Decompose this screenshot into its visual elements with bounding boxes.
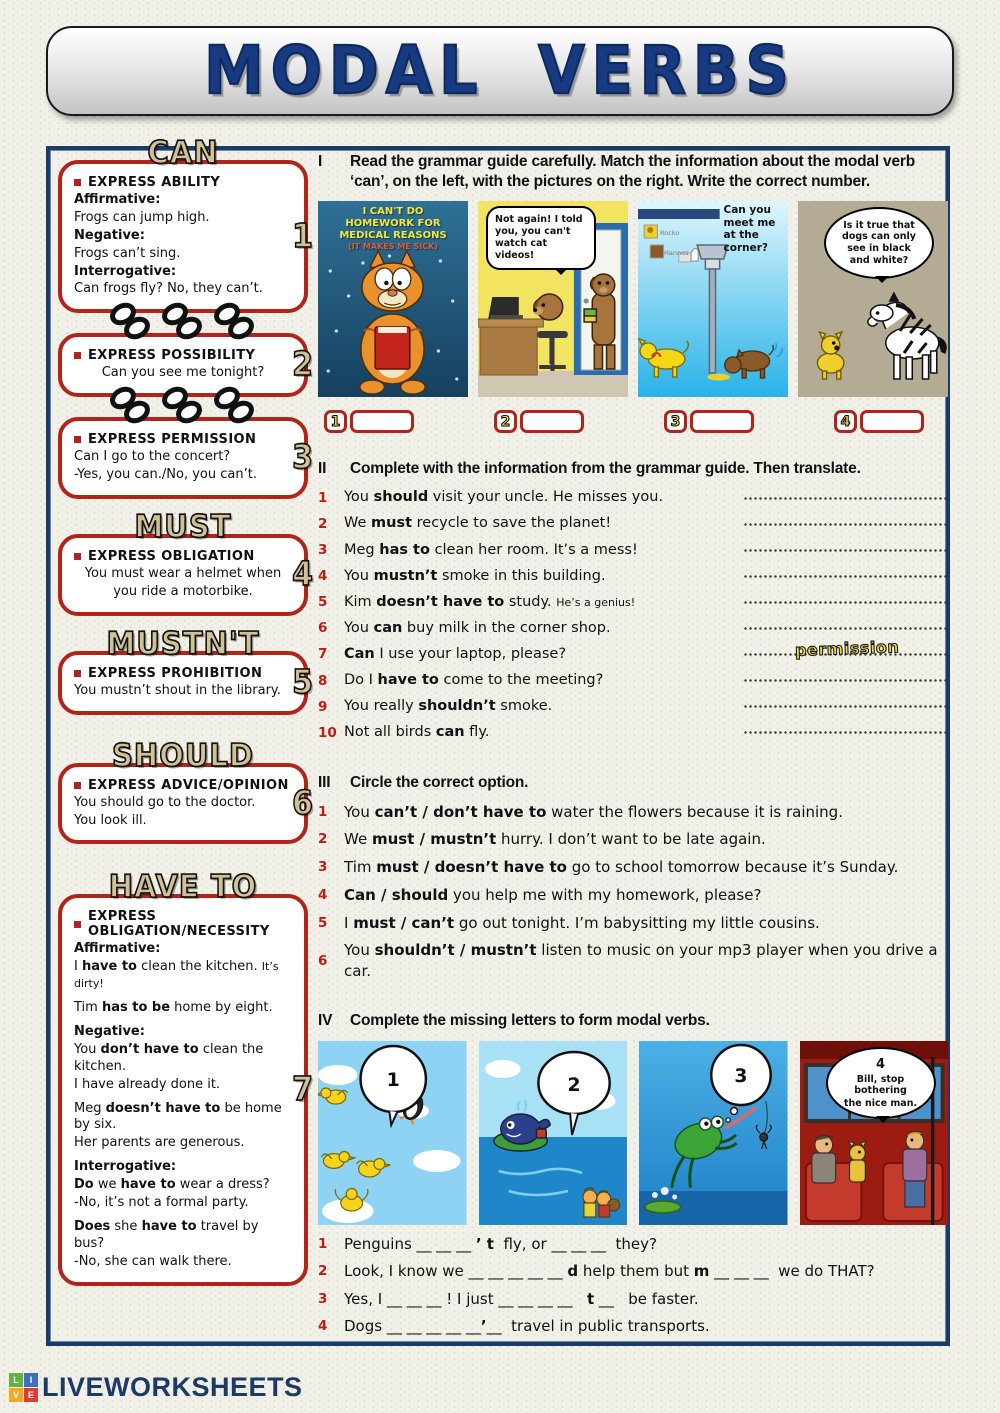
answer-input-box[interactable] [520, 410, 584, 433]
garfield-caption: I CAN'T DO HOMEWORK FOR MEDICAL REASONS (IT MAKES ME SICK) [318, 206, 468, 251]
panel-bus [800, 1041, 949, 1225]
item-text: Do I have to come to the meeting? [344, 671, 604, 688]
garfield-subcaption: (IT MAKES ME SICK) [348, 241, 438, 251]
sidebar-group [58, 868, 313, 1285]
sidebar-group-title: CAN [147, 133, 219, 171]
exercise4-roman: IV [318, 1011, 333, 1029]
item-blanks-text[interactable]: Penguins __ __ __ ’ t fly, or __ __ __ they? [344, 1235, 657, 1254]
item-text: You mustn’t smoke in this building. [344, 567, 606, 584]
exercise2-item [318, 619, 948, 639]
panel-birds [318, 1041, 467, 1225]
exercise4-item [318, 1234, 948, 1254]
item-number: 2 [318, 1263, 328, 1280]
box-heading-label: EXPRESS ABILITY [88, 175, 221, 190]
exercise1-instructions: Read the grammar guide carefully. Match the information about the modal verb ‘can’, on the left, with the pictures on the right. Write the correct number. [350, 153, 915, 191]
box-body: Can you see me tonight? [101, 365, 265, 381]
item-text: You really shouldn’t smoke. [344, 697, 553, 714]
item-number: 6 [318, 620, 328, 637]
exercise2-roman: II [318, 460, 327, 478]
svg-text:3: 3 [734, 1064, 748, 1088]
item-text: Not all birds can fly. [344, 723, 490, 740]
item-text: Meg has to clean her room. It’s a mess! [344, 541, 638, 558]
box-number: 7 [292, 1070, 313, 1109]
speech-bubble: 4 Bill, stop bothering the nice man. [826, 1047, 936, 1119]
box-body: You mustn’t shout in the library. [74, 682, 281, 698]
exercise2-items [318, 488, 948, 742]
match-answer-group [834, 410, 924, 433]
item-options-text[interactable]: You can’t / don’t have to water the flowers because it is raining. [344, 802, 843, 821]
exercise3-item [318, 857, 948, 877]
box-heading-label: EXPRESS POSSIBILITY [88, 348, 256, 364]
grammar-box [58, 160, 313, 313]
item-number: 3 [318, 1290, 328, 1307]
exercise2-item [318, 514, 948, 534]
exercise2-item [318, 488, 948, 508]
poster-name: Rocko [660, 229, 680, 238]
box-heading-label: EXPRESS PERMISSION [88, 432, 257, 448]
item-number: 5 [318, 594, 328, 611]
bullet-icon [74, 921, 81, 928]
page-title: MODAL VERBS [204, 32, 796, 110]
item-number: 8 [318, 672, 328, 689]
exercise4-item [318, 1261, 948, 1281]
match-answer-group [664, 410, 754, 433]
item-blanks-text[interactable]: Yes, I __ __ __ ! I just __ __ __ __ t __ be faster. [344, 1289, 699, 1308]
item-text: Can I use your laptop, please? [344, 645, 567, 662]
bullet-icon [74, 436, 81, 443]
box-number: 4 [292, 555, 313, 594]
exercises-column [318, 152, 948, 1336]
translation-line[interactable] [743, 596, 948, 609]
commenter-name: Hannes [664, 249, 689, 258]
picture-dog-computer [478, 201, 628, 397]
bullet-icon [74, 179, 81, 186]
item-number: 1 [318, 803, 328, 820]
box-body: You should go to the doctor. You look ill. [74, 794, 256, 828]
liveworksheets-grid-icon: L I V E [9, 1373, 38, 1402]
box-number: 1 [292, 216, 313, 256]
item-blanks-text[interactable]: Look, I know we __ __ __ __ __ d help them but m __ __ __ we do THAT? [344, 1262, 875, 1281]
svg-text:1: 1 [386, 1068, 400, 1092]
exercise2-item [318, 671, 948, 691]
item-options-text[interactable]: Can / should you help me with my homework, please? [344, 885, 762, 904]
exercise3-item [318, 940, 948, 981]
box-heading-label: EXPRESS ADVICE/OPINION [88, 777, 289, 793]
translation-line[interactable] [743, 622, 948, 635]
grammar-box [58, 417, 313, 499]
panel-number: 4 [875, 1057, 886, 1073]
answer-input-box[interactable] [690, 410, 754, 433]
exercise2-item [318, 567, 948, 587]
exercise4-instructions: Complete the missing letters to form modal verbs. [350, 1011, 710, 1029]
exercise3-item [318, 885, 948, 905]
exercise1-answer-row [318, 410, 924, 433]
worksheet-header [46, 26, 954, 116]
exercise4-item [318, 1316, 948, 1336]
item-text: We must recycle to save the planet! [344, 515, 612, 532]
exercise2-item [318, 593, 948, 613]
item-number: 1 [318, 1236, 328, 1253]
exercise4-panels [318, 1041, 948, 1225]
translation-line[interactable] [743, 544, 948, 557]
picture-dog-zebra [798, 201, 948, 397]
item-number: 5 [318, 914, 328, 931]
bullet-icon [74, 553, 81, 560]
sidebar-group [58, 736, 313, 845]
item-number: 4 [318, 1317, 328, 1334]
exercise2-item [318, 637, 948, 665]
box-body: Affirmative: Frogs can jump high. Negative: Frogs can’t sing. Interrogative: Can frogs fly? No, they can’t. [74, 192, 263, 297]
item-options-text[interactable]: I must / can’t go out tonight. I’m babysitting my little cousins. [344, 913, 820, 932]
box-body: You must wear a helmet when you ride a motorbike. [84, 566, 282, 599]
speech-bubble: Is it true that dogs can only see in black and white? [824, 207, 934, 279]
item-number: 1 [318, 490, 328, 507]
chain-links-icon [58, 301, 308, 345]
exercise2-heading [318, 459, 948, 479]
item-number: 7 [318, 646, 328, 663]
item-number: 10 [318, 724, 337, 741]
picture-number-chip: 1 [324, 410, 347, 433]
item-options-text[interactable]: You shouldn’t / mustn’t listen to music on your mp3 player when you drive a car. [344, 941, 938, 980]
item-options-text[interactable]: Tim must / doesn’t have to go to school tomorrow because it’s Sunday. [344, 858, 899, 877]
item-number: 4 [318, 568, 328, 585]
exercise1-pictures [318, 201, 948, 397]
item-number: 2 [318, 831, 328, 848]
translation-line[interactable] [743, 700, 948, 713]
box-heading-label: EXPRESS PROHIBITION [88, 665, 263, 681]
speech-bubble: Not again! I told you, you can't watch cat videos! [486, 206, 596, 270]
sidebar-group [58, 624, 313, 715]
translation-line[interactable] [743, 570, 948, 583]
sidebar-group-title: HAVE TO [108, 868, 258, 905]
picture-number-chip: 3 [664, 410, 687, 433]
exercise3-heading [318, 773, 948, 793]
exercise2-instructions: Complete with the information from the grammar guide. Then translate. [350, 460, 861, 478]
box-heading [74, 549, 292, 564]
exercise1-heading [318, 152, 948, 192]
picture-garfield [318, 201, 468, 397]
item-number: 2 [318, 516, 328, 533]
exercise2-item [318, 697, 948, 717]
box-heading-label: EXPRESS OBLIGATION/NECESSITY [88, 909, 270, 940]
box-heading [74, 909, 292, 939]
exercise2-item [318, 723, 948, 743]
sidebar-group-title: MUSTN'T [106, 624, 260, 662]
exercise1-roman: I [318, 153, 323, 170]
picture-dogs-lamppost [638, 201, 788, 397]
picture-number-chip: 2 [494, 410, 517, 433]
box-body: Can I go to the concert? -Yes, you can./No, you can’t. [74, 449, 257, 483]
item-number: 3 [318, 859, 328, 876]
exercise3-roman: III [318, 773, 331, 791]
translation-line[interactable] [743, 518, 948, 531]
answer-input-box[interactable] [860, 410, 924, 433]
exercise3-instructions: Circle the correct option. [350, 773, 529, 791]
translation-line[interactable] [743, 674, 948, 687]
exercise4-item [318, 1289, 948, 1309]
box-heading [74, 666, 292, 681]
grammar-guide-sidebar [58, 133, 313, 1286]
box-number: 6 [292, 783, 313, 823]
box-heading [74, 778, 292, 793]
exercise3-item [318, 802, 948, 822]
box-heading-label: EXPRESS OBLIGATION [88, 549, 255, 565]
item-blanks-text[interactable]: Dogs __ __ __ __ __’__ travel in public transports. [344, 1316, 710, 1335]
item-number: 4 [318, 886, 328, 903]
post-text: Can you meet me at the corner? [723, 204, 776, 255]
box-heading [74, 175, 292, 190]
item-options-text[interactable]: We must / mustn’t hurry. I don’t want to be late again. [344, 830, 766, 849]
exercise2-item [318, 541, 948, 561]
handwritten-answer: permission [794, 637, 900, 660]
box-heading [74, 348, 292, 363]
chain-links-icon [58, 385, 308, 429]
grammar-box [58, 894, 313, 1285]
grammar-box [58, 763, 313, 845]
bullet-icon [74, 782, 81, 789]
exercise3-items [318, 802, 948, 981]
exercise4-items [318, 1234, 948, 1336]
grammar-box [58, 534, 313, 616]
svg-text:2: 2 [566, 1073, 581, 1097]
translation-line[interactable] [743, 492, 948, 505]
exercise4-heading [318, 1011, 948, 1031]
item-number: 9 [318, 698, 328, 715]
item-text: You can buy milk in the corner shop. [344, 619, 611, 636]
item-number: 3 [318, 542, 328, 559]
sidebar-group [58, 133, 313, 499]
sidebar-group-title: SHOULD [112, 736, 254, 774]
exercise3-item [318, 829, 948, 849]
match-answer-group [324, 410, 414, 433]
bullet-icon [74, 670, 81, 677]
liveworksheets-logo [9, 1372, 303, 1403]
sidebar-group [58, 507, 313, 616]
translation-line[interactable] [743, 726, 948, 739]
translation-line[interactable] [743, 637, 948, 661]
box-number: 2 [292, 345, 313, 384]
box-heading [74, 432, 292, 447]
panel-frog [639, 1041, 788, 1225]
box-body: Affirmative: I have to clean the kitchen. It’s dirty! Tim has to be home by eight. Negative: You don’t have to clean the kitchen. I have already done it. Meg doesn’t have to be home by six. Her parents are generous. Interrogative: Do we have to wear a dress? -No, it’s not a formal party. Does she have to travel by bus? -No, she can walk there. [74, 941, 282, 1269]
box-number: 3 [292, 438, 313, 477]
sidebar-group-title: MUST [134, 507, 232, 545]
exercise3-item [318, 913, 948, 933]
panel-whale [479, 1041, 628, 1225]
box-number: 5 [292, 662, 313, 702]
item-text: You should visit your uncle. He misses you. [344, 489, 664, 506]
match-answer-group [494, 410, 584, 433]
bullet-icon [74, 352, 81, 359]
item-text: Kim doesn’t have to study. He’s a genius! [344, 593, 636, 610]
item-number: 6 [318, 952, 328, 969]
answer-input-box[interactable] [350, 410, 414, 433]
picture-number-chip: 4 [834, 410, 857, 433]
liveworksheets-wordmark: LIVEWORKSHEETS [42, 1372, 303, 1402]
